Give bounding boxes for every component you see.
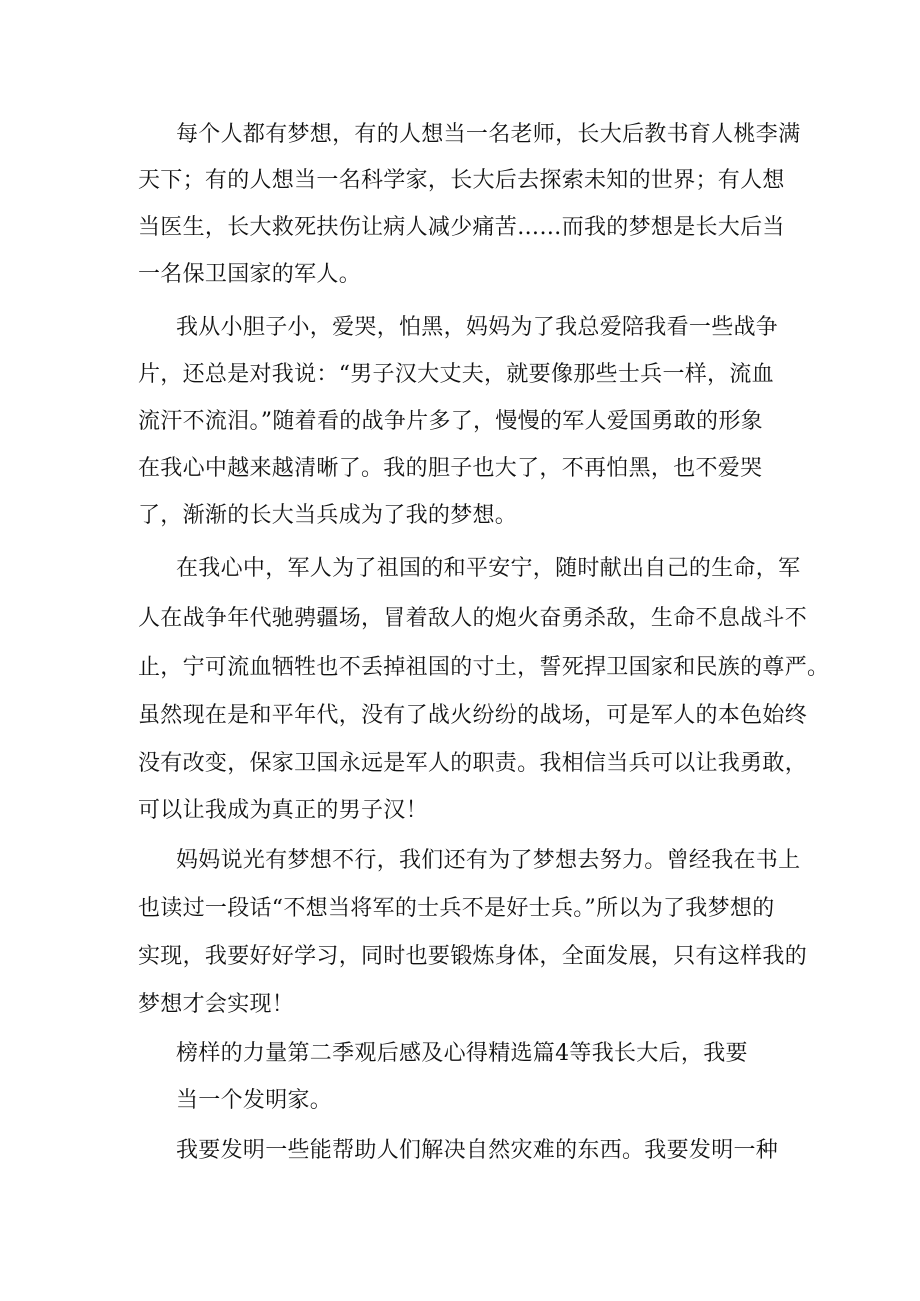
text-line: 片，还总是对我说：“男子汉大丈夫，就要像那些士兵一样，流血 [138,362,774,387]
text-line: 止，宁可流血牺牲也不丢掉祖国的寸土，誓死捍卫国家和民族的尊严。 [138,655,830,680]
text-line: 妈妈说光有梦想不行，我们还有为了梦想去努力。曾经我在书上 [176,848,801,873]
text-line: 没有改变，保家卫国永远是军人的职责。我相信当兵可以让我勇敢， [138,751,808,776]
text-line: 当医生，长大救死扶伤让病人减少痛苦……而我的梦想是长大后当 [138,215,785,240]
text-line: 一名保卫国家的军人。 [138,262,362,287]
text-line: 在我心中，军人为了祖国的和平安宁，随时献出自己的生命，军 [176,556,801,581]
text-line: 可以让我成为真正的男子汉！ [138,798,428,823]
text-line: 在我心中越来越清晰了。我的胆子也大了，不再怕黑，也不爱哭 [138,456,763,481]
text-line: 每个人都有梦想，有的人想当一名老师，长大后教书育人桃李满 [176,122,801,147]
text-line: 人在战争年代驰骋疆场，冒着敌人的炮火奋勇杀敌，生命不息战斗不 [138,606,808,631]
text-line: 当一个发明家。 [176,1088,333,1113]
text-line: 梦想才会实现！ [138,992,295,1017]
text-line: 天下；有的人想当一名科学家，长大后去探索未知的世界；有人想 [138,168,785,193]
text-line: 我从小胆子小，爱哭，怕黑，妈妈为了我总爱陪我看一些战争 [176,315,779,340]
text-line: 也读过一段话“不想当将军的士兵不是好士兵。”所以为了我梦想的 [138,896,775,921]
text-line: 虽然现在是和平年代，没有了战火纷纷的战场，可是军人的本色始终 [138,703,808,728]
text-line: 流汗不流泪。”随着看的战争片多了，慢慢的军人爱国勇敢的形象 [138,409,763,434]
text-line: 实现，我要好好学习，同时也要锻炼身体，全面发展，只有这样我的 [138,944,808,969]
text-line: 了，渐渐的长大当兵成为了我的梦想。 [138,503,518,528]
text-line: 榜样的力量第二季观后感及心得精选篇4等我长大后，我要 [176,1041,748,1066]
text-line: 我要发明一些能帮助人们解决自然灾难的东西。我要发明一种 [176,1138,779,1163]
